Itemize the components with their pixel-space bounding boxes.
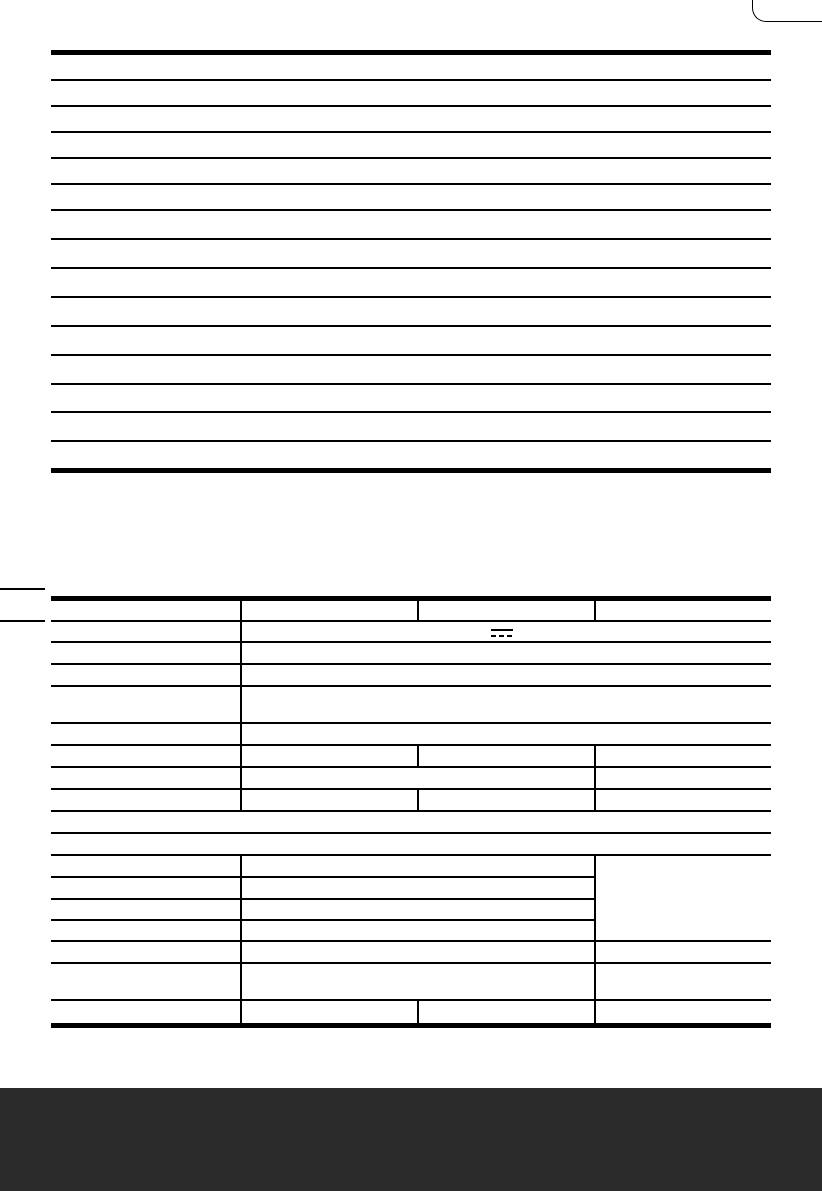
table-bottom-rule xyxy=(51,468,771,473)
table-top-rule xyxy=(51,596,771,601)
table-row-rule xyxy=(51,267,771,269)
table-row-rule xyxy=(51,131,771,133)
column-divider xyxy=(417,788,419,810)
table-row-rule xyxy=(51,641,771,643)
page-corner-rule xyxy=(752,0,822,22)
table-row-rule xyxy=(51,411,771,413)
column-divider xyxy=(594,596,596,620)
table-row-rule xyxy=(51,744,771,746)
side-marker-line xyxy=(0,620,45,622)
table-row-rule xyxy=(51,209,771,211)
column-divider xyxy=(417,999,419,1023)
table-row-rule xyxy=(51,79,771,81)
table-row-rule xyxy=(51,685,771,687)
table-row-rule xyxy=(51,940,771,942)
table-row-rule xyxy=(51,854,771,856)
spec-table xyxy=(51,596,771,1029)
table-row-rule xyxy=(51,788,771,790)
table-row-rule xyxy=(51,296,771,298)
column-divider xyxy=(240,596,242,810)
table-row-rule xyxy=(51,620,771,622)
table-row-rule xyxy=(51,919,594,921)
table-row-rule xyxy=(51,105,771,107)
table-row-rule xyxy=(51,325,771,327)
direct-current-icon xyxy=(491,629,513,639)
table-row-rule xyxy=(51,440,771,442)
table-row-rule xyxy=(51,898,594,900)
table-top-rule xyxy=(51,50,771,55)
table-row-rule xyxy=(51,722,771,724)
table-row-rule xyxy=(51,810,771,812)
table-row-rule xyxy=(51,183,771,185)
table-row-rule xyxy=(51,238,771,240)
column-divider xyxy=(240,854,242,1023)
table-row-rule xyxy=(51,383,771,385)
column-divider xyxy=(417,744,419,766)
column-divider xyxy=(417,596,419,620)
table-row-rule xyxy=(51,157,771,159)
table-row-rule xyxy=(51,354,771,356)
table-row-rule xyxy=(51,962,771,964)
side-marker-line xyxy=(0,588,45,590)
table-row-rule xyxy=(51,766,771,768)
column-divider xyxy=(594,744,596,810)
table-bottom-rule xyxy=(51,1023,771,1028)
footer-band xyxy=(0,1088,822,1191)
table-row-rule xyxy=(51,999,771,1001)
table-row-rule xyxy=(51,663,771,665)
table-row-rule xyxy=(51,832,771,834)
table-row-rule xyxy=(51,876,594,878)
column-divider xyxy=(594,854,596,1023)
